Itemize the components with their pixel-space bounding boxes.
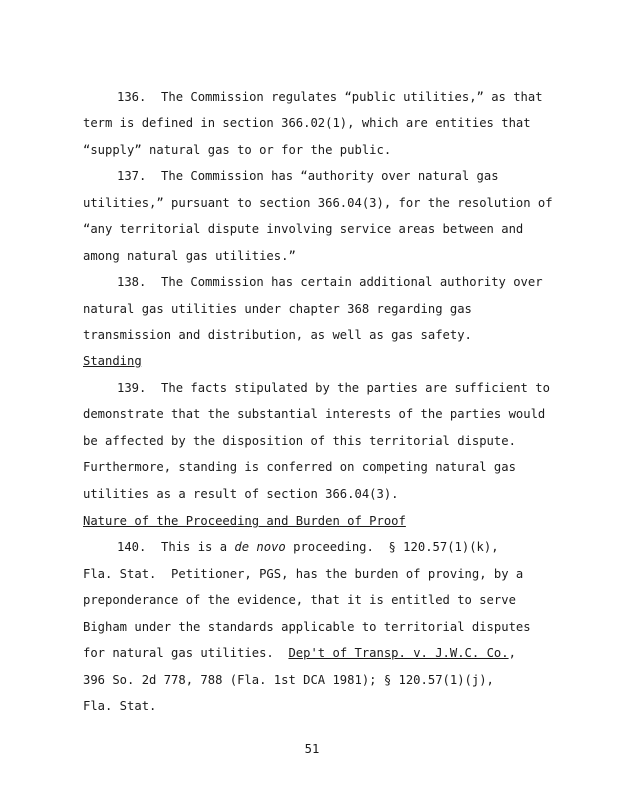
para-138-line-3: transmission and distribution, as well as gas safety. [83,328,472,342]
para-140-line-5 [83,646,516,660]
heading-standing: Standing [83,354,142,368]
para-139-line-2: demonstrate that the substantial interests of the parties would [83,407,546,421]
para-136-line-2: term is defined in section 366.02(1), which are entities that [83,116,531,130]
para-136-line-3: “supply” natural gas to or for the public. [83,143,392,157]
para-139-line-1: 139. The facts stipulated by the parties are sufficient to [117,381,550,395]
para-139-line-5: utilities as a result of section 366.04(3). [83,487,399,501]
para-140-line-3: preponderance of the evidence, that it is entitled to serve [83,593,516,607]
para-140-line-1-end: proceeding. § 120.57(1)(k), [285,540,499,554]
page-number: 51 [304,742,320,756]
para-138-line-1: 138. The Commission has certain additional authority over [117,275,543,289]
para-140-line-2: Fla. Stat. Petitioner, PGS, has the burden of proving, by a [83,567,524,581]
para-138-line-2: natural gas utilities under chapter 368 regarding gas [83,302,472,316]
de-novo-italic: de novo [234,540,286,554]
heading-nature-of-proceeding: Nature of the Proceeding and Burden of Proof [83,514,406,528]
para-137-line-3: “any territorial dispute involving service areas between and [83,222,524,236]
para-140-line-6: 396 So. 2d 778, 788 (Fla. 1st DCA 1981); § 120.57(1)(j), [83,673,494,687]
para-139-line-4: Furthermore, standing is conferred on competing natural gas [83,460,516,474]
para-137-line-1: 137. The Commission has “authority over natural gas [117,169,499,183]
para-140-line-7: Fla. Stat. [83,699,157,713]
case-citation-underlined: Dep't of Transp. v. J.W.C. Co. [288,646,509,660]
para-139-line-3: be affected by the disposition of this territorial dispute. [83,434,516,448]
para-140-line-4: Bigham under the standards applicable to territorial disputes [83,620,531,634]
para-137-line-2: utilities,” pursuant to section 366.04(3), for the resolution of [83,196,553,210]
para-136-line-1: 136. The Commission regulates “public utilities,” as that [117,90,543,104]
para-140-line-5-start: for natural gas utilities. [83,646,289,660]
para-140-line-5-end: , [508,646,516,660]
para-137-line-4: among natural gas utilities.” [83,249,296,263]
para-140-line-1-start: 140. This is a [117,540,235,554]
para-140-line-1 [117,540,499,554]
